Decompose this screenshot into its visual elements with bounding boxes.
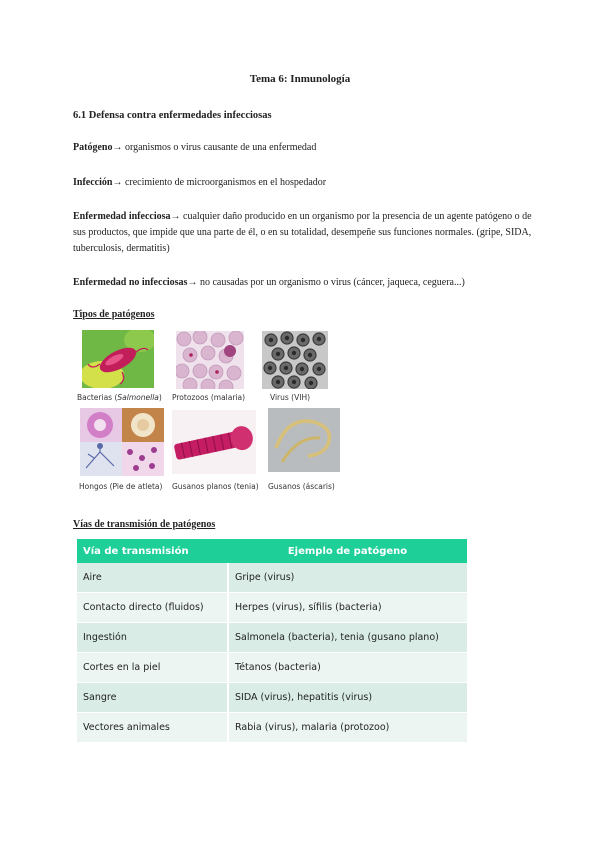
table-header: Ejemplo de patógeno [228,539,467,563]
hongos-caption: Hongos (Pie de atleta) [79,482,163,491]
bacteria-image [82,330,154,388]
vias-table [77,539,467,743]
table-cell: Tétanos (bacteria) [228,653,467,683]
arrow-icon: → [112,142,123,153]
table-row [77,563,467,593]
table-cell: Rabia (virus), malaria (protozoo) [228,713,467,743]
tipos-heading: Tipos de patógenos [73,309,155,320]
gusanos-caption: Gusanos (áscaris) [268,482,335,491]
table-cell: Sangre [77,683,228,713]
definition-enfermedad-infecciosa [73,209,533,257]
table-cell: Contacto directo (fluidos) [77,593,228,623]
definition-patogeno [73,140,533,156]
definition-enfermedad-no-infecciosa [73,275,533,291]
table-cell: Herpes (virus), sífilis (bacteria) [228,593,467,623]
tenia-image [172,410,256,474]
table-row [77,713,467,743]
definition-term: Infección [73,177,113,188]
table-header: Vía de transmisión [77,539,228,563]
table-row [77,683,467,713]
definition-infeccion [73,175,533,191]
table-cell: Aire [77,563,228,593]
page-title: Tema 6: Inmunología [249,73,351,85]
table-cell: Salmonela (bacteria), tenia (gusano plano) [228,623,467,653]
ascaris-image [268,408,340,472]
vias-heading: Vías de transmisión de patógenos [73,519,216,530]
table-header-row [77,539,467,563]
bacterias-caption: Bacterias (Salmonella) [77,393,162,402]
table-cell: Ingestión [77,623,228,653]
arrow-icon: → [112,177,123,188]
table-cell: SIDA (virus), hepatitis (virus) [228,683,467,713]
virus-image [262,331,328,389]
arrow-icon: → [170,211,181,222]
definition-text: crecimiento de microorganismos en el hospedador [122,177,327,188]
gusanos-planos-caption: Gusanos planos (tenia) [172,482,259,491]
virus-caption: Virus (VIH) [270,393,311,402]
section-heading: 6.1 Defensa contra enfermedades infecciosas [73,110,272,121]
table-row [77,593,467,623]
definition-term: Enfermedad no infecciosas [73,277,188,288]
definition-text: cualquier daño producido en un organismo por la presencia de un agente patógeno o de sus productos, que impide que una parte de él, o en su totalidad, desempeñe sus funciones normales. (gripe, SIDA, tuberculosis, dermatitis) [73,211,532,254]
arrow-icon: → [187,277,198,288]
definition-text: no causadas por un organismo o virus (cáncer, jaqueca, ceguera...) [197,277,465,288]
hongos-image [80,408,164,476]
definition-text: organismos o virus causante de una enfermedad [122,142,317,153]
table-cell: Gripe (virus) [228,563,467,593]
protozoos-caption: Protozoos (malaria) [172,393,246,402]
table-cell: Cortes en la piel [77,653,228,683]
table-row [77,653,467,683]
protozoo-image [176,331,244,389]
table-cell: Vectores animales [77,713,228,743]
definition-term: Enfermedad infecciosa [73,211,171,222]
table-row [77,623,467,653]
definition-term: Patógeno [73,142,113,153]
